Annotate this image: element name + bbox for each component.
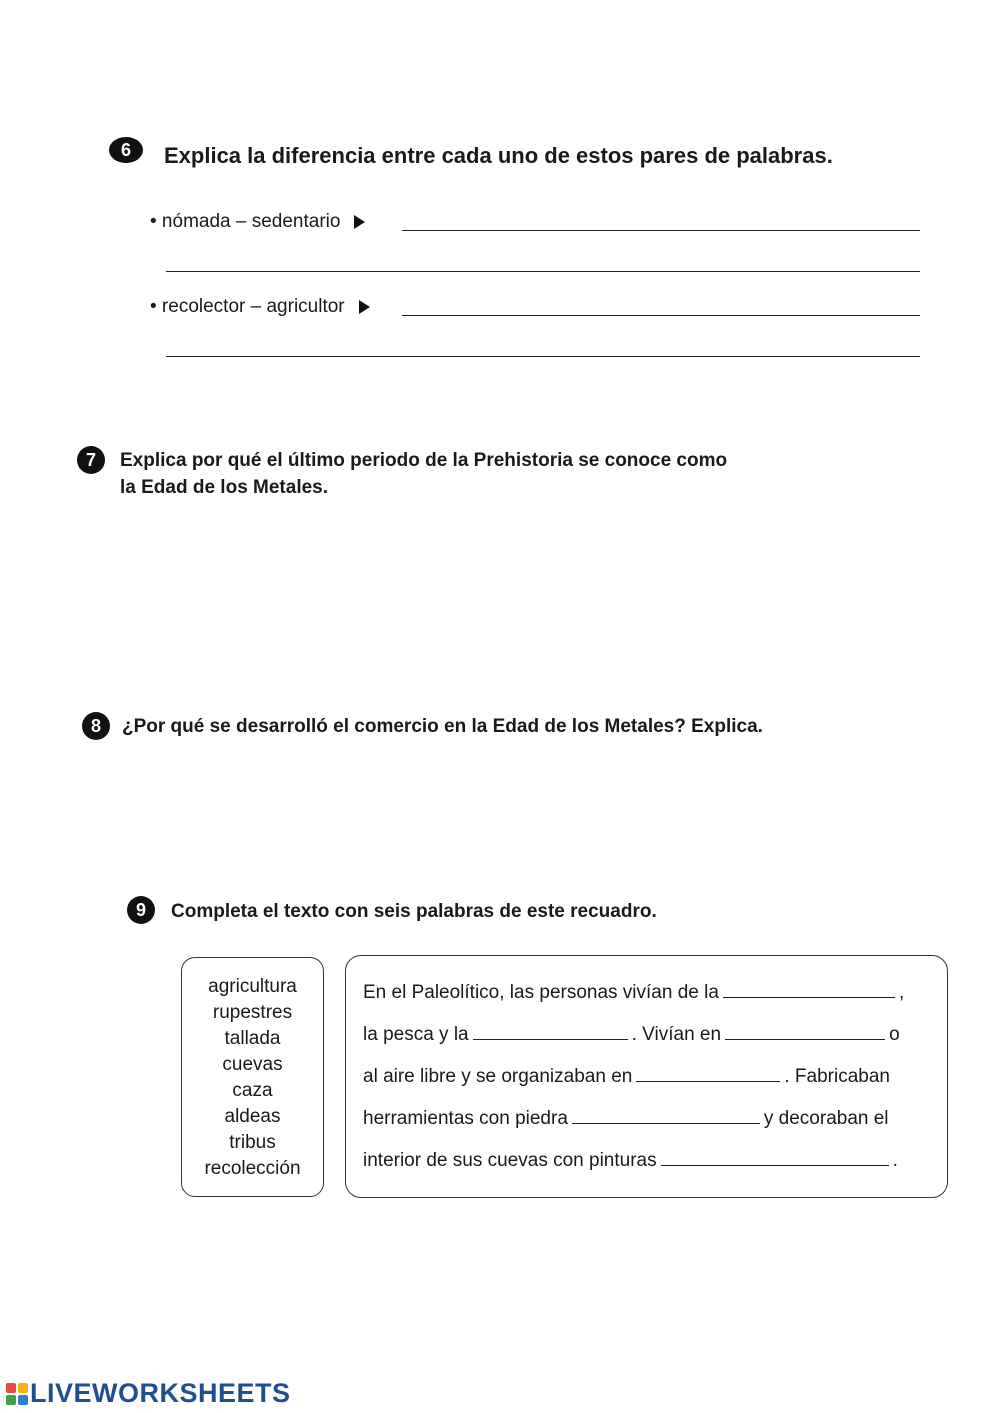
word-bank-item: aldeas bbox=[224, 1106, 281, 1127]
fill-text-line-1: En el Paleolítico, las personas vivían de la , bbox=[363, 982, 905, 1003]
blank-1[interactable] bbox=[723, 996, 895, 998]
answer-line-1b[interactable] bbox=[166, 271, 920, 272]
word-bank-item: recolección bbox=[204, 1158, 301, 1179]
fill-text-line-3: al aire libre y se organizaban en . Fabricaban bbox=[363, 1066, 890, 1087]
word-bank-item: cuevas bbox=[222, 1054, 283, 1075]
word-bank-item: rupestres bbox=[212, 1002, 293, 1023]
answer-line-2a[interactable] bbox=[402, 315, 920, 316]
fill-text-line-2: la pesca y la . Vivían en o bbox=[363, 1024, 900, 1045]
question-7-title-line2: la Edad de los Metales. bbox=[120, 477, 329, 498]
pair-label-2: • recolector – agricultor bbox=[150, 296, 345, 317]
question-9-title: Completa el texto con seis palabras de este recuadro. bbox=[171, 901, 657, 922]
word-bank-item: tribus bbox=[229, 1132, 276, 1153]
word-bank-item: agricultura bbox=[208, 976, 297, 997]
answer-line-1a[interactable] bbox=[402, 230, 920, 231]
word-bank-item: tallada bbox=[224, 1028, 281, 1049]
pair-item-1 bbox=[150, 211, 365, 233]
blank-5[interactable] bbox=[572, 1122, 760, 1124]
answer-line-2b[interactable] bbox=[166, 356, 920, 357]
word-bank bbox=[181, 957, 324, 1197]
blank-3[interactable] bbox=[725, 1038, 885, 1040]
fill-text-line-5: interior de sus cuevas con pinturas . bbox=[363, 1150, 898, 1171]
question-7-title-line1: Explica por qué el último periodo de la Prehistoria se conoce como bbox=[120, 450, 728, 471]
question-6-title: Explica la diferencia entre cada uno de estos pares de palabras. bbox=[164, 143, 833, 168]
logo-text: LIVEWORKSHEETS bbox=[30, 1378, 291, 1408]
question-8-badge: 8 bbox=[82, 712, 110, 740]
question-8-title: ¿Por qué se desarrolló el comercio en la Edad de los Metales? Explica. bbox=[122, 716, 763, 737]
blank-2[interactable] bbox=[473, 1038, 628, 1040]
blank-6[interactable] bbox=[661, 1164, 889, 1166]
question-6-badge: 6 bbox=[109, 137, 143, 163]
arrow-right-icon bbox=[354, 215, 365, 229]
arrow-right-icon bbox=[359, 300, 370, 314]
fill-text-line-4: herramientas con piedra y decoraban el bbox=[363, 1108, 889, 1129]
liveworksheets-logo[interactable] bbox=[6, 1378, 291, 1409]
word-bank-item: caza bbox=[232, 1080, 273, 1101]
logo-blocks-icon bbox=[6, 1383, 28, 1405]
question-7-badge: 7 bbox=[77, 446, 105, 474]
pair-label-1: • nómada – sedentario bbox=[150, 211, 341, 232]
question-9-badge: 9 bbox=[127, 896, 155, 924]
pair-item-2 bbox=[150, 296, 370, 318]
blank-4[interactable] bbox=[636, 1080, 780, 1082]
